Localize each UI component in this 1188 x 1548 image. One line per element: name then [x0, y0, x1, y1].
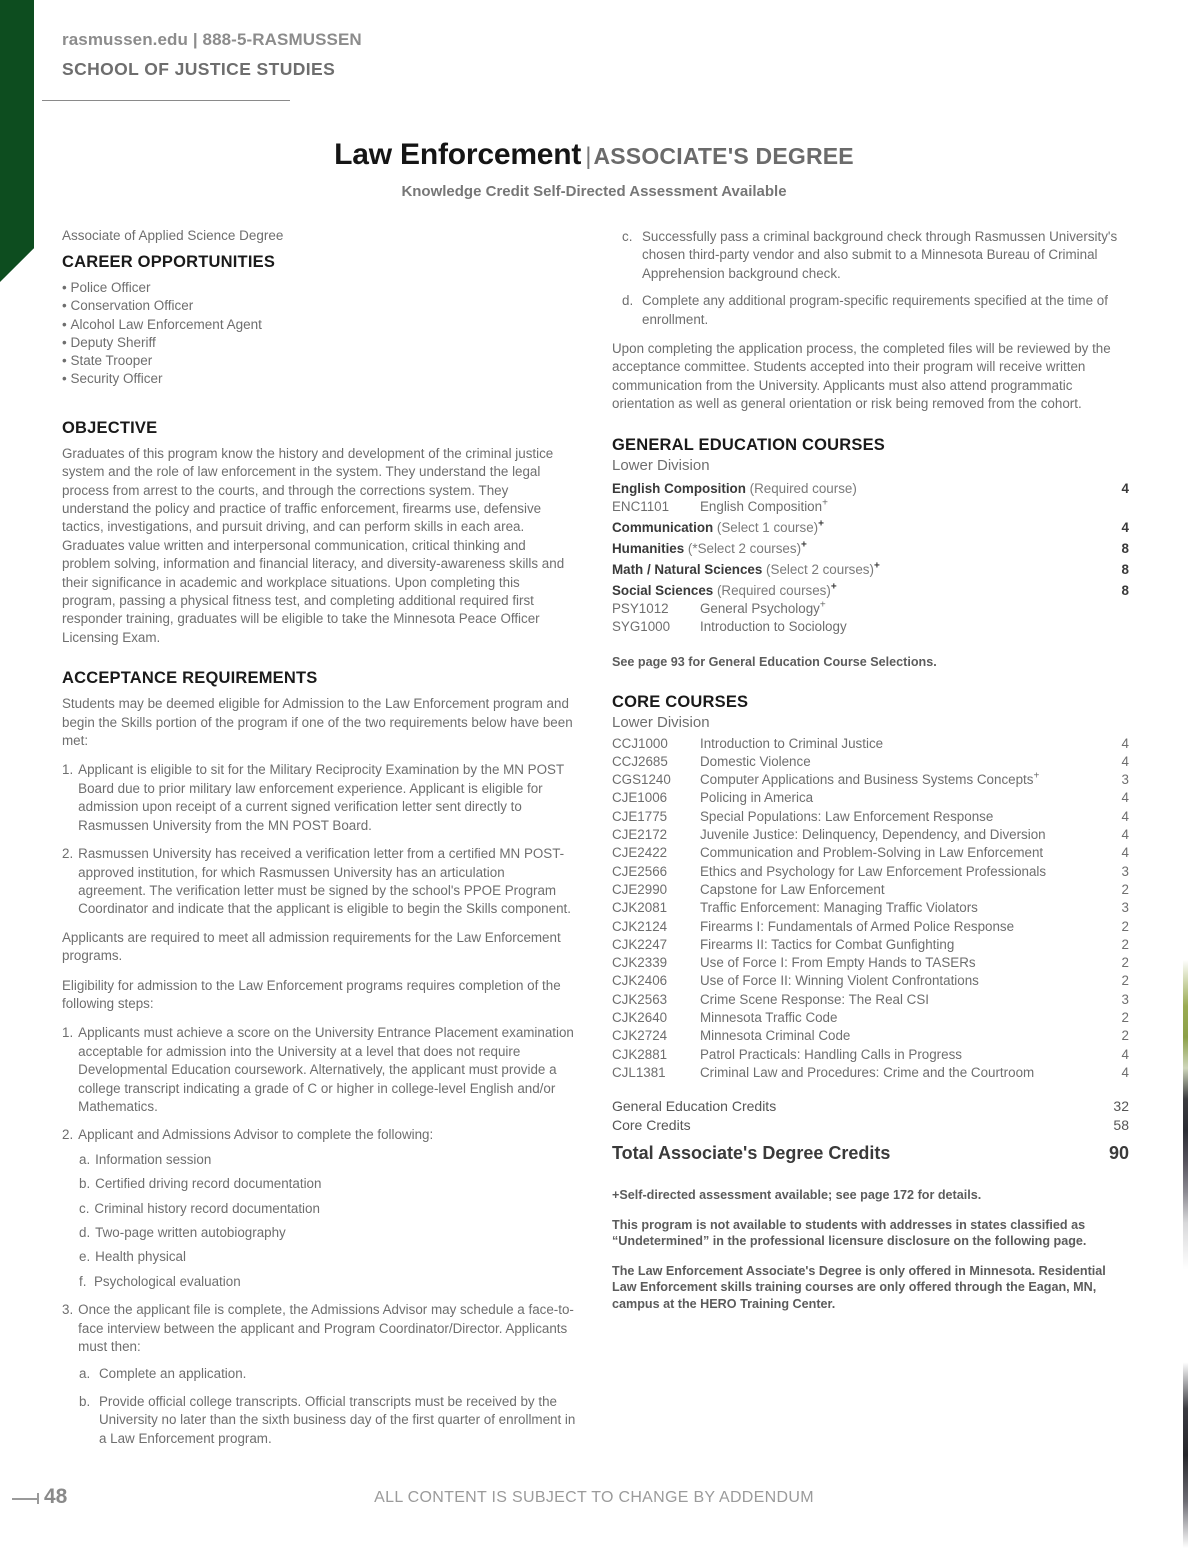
- course-name: General Psychology+: [700, 599, 826, 616]
- career-opportunities-heading: CAREER OPPORTUNITIES: [62, 253, 276, 271]
- footnote: The Law Enforcement Associate's Degree is only offered in Minnesota. Residential Law Enforcement skills training courses are only offered through the Eagan, MN, campus at the HERO Training Center.: [612, 1263, 1106, 1311]
- course-name: Patrol Practicals: Handling Calls in Progress: [700, 1046, 962, 1062]
- course-credits: 2: [1121, 918, 1129, 934]
- course-name: English Composition+: [700, 497, 828, 515]
- footnotes: [612, 1187, 1129, 1312]
- course-credits: [1095, 498, 1129, 516]
- course-code: CCJ2685: [612, 753, 668, 769]
- list-text: Provide official college transcripts. Official transcripts must be received by the University no later than the sixth business day of the first quarter of enrollment in a Law Enforcement program.: [99, 1393, 576, 1446]
- course-category-name: English Composition (Required course): [612, 481, 857, 497]
- list-text: Criminal history record documentation: [94, 1200, 320, 1216]
- total-credits-value: 90: [1108, 1143, 1129, 1164]
- list-marker: d.: [79, 1225, 91, 1240]
- table-row: [612, 600, 1129, 618]
- table-row: [612, 478, 1129, 499]
- table-row: [612, 954, 1129, 972]
- program-title: Law Enforcement: [334, 138, 582, 171]
- course-credits: 4: [1121, 735, 1129, 751]
- course-code: CJK2724: [612, 1028, 668, 1044]
- course-category-name: Humanities (*Select 2 courses)+: [612, 539, 807, 557]
- course-name: Firearms II: Tactics for Combat Gunfighting: [700, 936, 955, 952]
- core-credits-row: [612, 1116, 1129, 1135]
- table-row: [612, 498, 1129, 516]
- course-credits: 4: [1121, 481, 1129, 497]
- list-text: Complete any additional program-specific requirements specified at the time of enrollment.: [642, 293, 1108, 327]
- list-item: • State Trooper: [62, 352, 576, 370]
- course-code: SYG1000: [612, 619, 671, 635]
- gened-credits-row: [612, 1097, 1129, 1116]
- list-item: • Security Officer: [62, 370, 576, 388]
- table-row: [612, 753, 1129, 771]
- list-text: Health physical: [95, 1249, 186, 1265]
- list-marker: e.: [79, 1249, 91, 1265]
- gened-lower-division-label: Lower Division: [612, 456, 710, 474]
- page-number: 48: [44, 1485, 68, 1508]
- objective-text: Graduates of this program know the history and development of the criminal justice system and the role of law enforcement in the system. They understand the legal process from arrest to the courts, and through the corrections system. They understand the policy and practice of traffic enforcement, firearms use, defensive tactics, investigations, and pursuit driving, and can perform skills in each area. Graduates value written and interpersonal communication, critical thinking and problem solving, information and financial literacy, and diversity-awareness skills and their significance in academic and workplace situations. Upon completing this program, passing a physical fitness test, and completing additional required first responder training, graduates will be eligible to take the Minnesota Peace Officer Licensing Exam.: [62, 445, 565, 645]
- course-credits: 2: [1121, 1009, 1129, 1025]
- edge-photo-sliver: [1183, 0, 1188, 1548]
- admission-requirements-note: Applicants are required to meet all admission requirements for the Law Enforcement programs.: [62, 929, 561, 964]
- course-credits: 4: [1121, 1064, 1129, 1080]
- general-education-heading: GENERAL EDUCATION COURSES: [612, 435, 885, 454]
- course-code: CJE2990: [612, 881, 668, 897]
- course-name: Minnesota Criminal Code: [700, 1028, 851, 1044]
- course-name: Computer Applications and Business Systems Concepts+: [700, 770, 1040, 788]
- core-credits-value: 58: [1113, 1117, 1129, 1134]
- course-credits: 4: [1121, 520, 1129, 536]
- list-item: [79, 1365, 576, 1383]
- list-text: Complete an application.: [99, 1366, 247, 1382]
- header-divider: [42, 100, 290, 101]
- list-item: [79, 1151, 576, 1169]
- course-name: Firearms I: Fundamentals of Armed Police Response: [700, 918, 1015, 934]
- list-marker: a.: [79, 1151, 91, 1167]
- course-credits: 4: [1121, 845, 1129, 861]
- list-item: [622, 228, 1129, 283]
- course-code: CJE2172: [612, 827, 668, 843]
- course-credits: 8: [1121, 561, 1129, 577]
- table-row: [612, 538, 1129, 559]
- table-row: [612, 771, 1129, 789]
- core-courses-table: [612, 735, 1129, 1083]
- list-item: • Alcohol Law Enforcement Agent: [62, 316, 576, 334]
- course-credits: 3: [1121, 772, 1129, 788]
- list-marker: f.: [79, 1273, 87, 1289]
- list-item: [79, 1273, 576, 1291]
- list-text: Successfully pass a criminal background check through Rasmussen University's chosen third-party vendor and also submit to a Minnesota Bureau of Criminal Apprehension background check.: [642, 229, 1118, 281]
- list-marker: c.: [622, 229, 633, 244]
- table-row: [612, 808, 1129, 826]
- list-item: • Police Officer: [62, 279, 576, 297]
- table-row: [612, 936, 1129, 954]
- course-code: CJK2640: [612, 1009, 668, 1025]
- course-credits: [1095, 600, 1129, 618]
- total-credits-label: Total Associate's Degree Credits: [612, 1143, 891, 1164]
- course-code: CJK2406: [612, 973, 668, 989]
- page-title: [0, 138, 1188, 200]
- objective-heading: OBJECTIVE: [62, 418, 158, 437]
- see-page-note: See page 93 for General Education Course Selections.: [612, 654, 937, 669]
- career-opportunities-list: [62, 279, 576, 389]
- list-item: [79, 1224, 576, 1242]
- table-row: [612, 1009, 1129, 1027]
- course-credits: 4: [1121, 808, 1129, 824]
- course-credits: 4: [1121, 753, 1129, 769]
- course-name: Crime Scene Response: The Real CSI: [700, 991, 929, 1007]
- list-text: Applicants must achieve a score on the University Entrance Placement examination acceptable for admission into the University at a level that does not require Developmental Education coursework. Alternatively, the applicant must provide a college transcript indicating a grade of C or higher in college-level English and/or Mathematics.: [78, 1025, 574, 1114]
- list-text: Once the applicant file is complete, the Admissions Advisor may schedule a face-to-face interview between the applicant and Program Coordinator/Director. Applicants must then:: [78, 1302, 574, 1355]
- course-code: CCJ1000: [612, 735, 668, 751]
- general-education-table: [612, 478, 1129, 637]
- degree-type: ASSOCIATE'S DEGREE: [593, 143, 854, 169]
- table-row: [612, 899, 1129, 917]
- list-marker: 2.: [62, 1127, 74, 1143]
- left-column: [62, 228, 576, 1457]
- application-process-note: Upon completing the application process, the completed files will be reviewed by the acceptance committee. Students accepted into their program will receive written communication from the University. Applicants must also attend programmatic orientation as well as general orientation or risk being removed from the cohort.: [612, 341, 1111, 412]
- list-item: [622, 292, 1129, 329]
- list-marker: 3.: [62, 1302, 74, 1318]
- table-row: [612, 789, 1129, 807]
- list-item: [79, 1175, 576, 1193]
- acceptance-intro: Students may be deemed eligible for Admission to the Law Enforcement program and begin the Skills portion of the program if one of the two requirements below have been met:: [62, 696, 573, 749]
- list-marker: 2.: [62, 846, 74, 862]
- course-credits: 2: [1121, 973, 1129, 989]
- site-contact-line: rasmussen.edu | 888-5-RASMUSSEN: [62, 30, 362, 49]
- course-name: Capstone for Law Enforcement: [700, 881, 885, 897]
- course-code: CJE1775: [612, 808, 668, 824]
- table-row: [612, 991, 1129, 1009]
- table-row: [612, 1064, 1129, 1082]
- course-code: ENC1101: [612, 499, 670, 515]
- list-item: [79, 1248, 576, 1266]
- list-marker: b.: [79, 1393, 91, 1409]
- table-row: [612, 972, 1129, 990]
- course-name: Traffic Enforcement: Managing Traffic Violators: [700, 900, 978, 916]
- course-name: Introduction to Criminal Justice: [700, 735, 884, 751]
- footer-disclaimer: ALL CONTENT IS SUBJECT TO CHANGE BY ADDENDUM: [374, 1489, 814, 1506]
- list-item: [62, 1301, 576, 1356]
- list-marker: 1.: [62, 1025, 74, 1041]
- list-item: • Deputy Sheriff: [62, 334, 576, 352]
- course-credits: 2: [1121, 936, 1129, 952]
- gened-credits-value: 32: [1113, 1098, 1129, 1115]
- footnote: +Self-directed assessment available; see page 172 for details.: [612, 1188, 982, 1203]
- course-code: CJK2247: [612, 936, 668, 952]
- course-category-name: Communication (Select 1 course)+: [612, 518, 824, 536]
- course-category-name: Math / Natural Sciences (Select 2 courses)+: [612, 560, 880, 577]
- course-name: Minnesota Traffic Code: [700, 1009, 838, 1025]
- school-name: SCHOOL OF JUSTICE STUDIES: [62, 59, 336, 79]
- course-name: Introduction to Sociology: [700, 619, 847, 635]
- course-code: CJK2881: [612, 1046, 668, 1062]
- course-name: Ethics and Psychology for Law Enforcement Professionals: [700, 863, 1047, 879]
- course-credits: 2: [1121, 881, 1129, 897]
- right-column: [612, 228, 1129, 1325]
- course-code: CJE1006: [612, 790, 668, 806]
- gened-credits-label: General Education Credits: [612, 1098, 777, 1115]
- course-credits: 4: [1121, 827, 1129, 843]
- course-name: Special Populations: Law Enforcement Response: [700, 808, 994, 824]
- degree-line: Associate of Applied Science Degree: [62, 228, 284, 243]
- table-row: [612, 1046, 1129, 1064]
- list-item: [62, 761, 576, 835]
- course-category-name: Social Sciences (Required courses)+: [612, 581, 837, 598]
- eligibility-steps-intro: Eligibility for admission to the Law Enforcement programs requires completion of the following steps:: [62, 977, 561, 1011]
- course-code: CJE2422: [612, 845, 668, 861]
- course-credits: 2: [1121, 1028, 1129, 1044]
- table-row: [612, 735, 1129, 753]
- course-name: Juvenile Justice: Delinquency, Dependency, and Diversion: [700, 827, 1046, 843]
- course-code: CJK2081: [612, 900, 668, 916]
- list-marker: b.: [79, 1176, 91, 1192]
- table-row: [612, 1027, 1129, 1045]
- table-row: [612, 558, 1129, 579]
- list-item: • Conservation Officer: [62, 297, 576, 315]
- core-credits-label: Core Credits: [612, 1117, 691, 1134]
- list-text: Psychological evaluation: [94, 1273, 241, 1289]
- table-row: [612, 863, 1129, 881]
- course-credits: 3: [1121, 991, 1129, 1007]
- course-name: Use of Force I: From Empty Hands to TASERs: [700, 955, 976, 971]
- list-item: [62, 1024, 576, 1116]
- total-credits-row: [612, 1144, 1129, 1163]
- list-item: [62, 1126, 576, 1144]
- course-code: PSY1012: [612, 600, 669, 616]
- course-credits: [1095, 618, 1129, 636]
- course-credits: 3: [1121, 863, 1129, 879]
- course-credits: 3: [1121, 900, 1129, 916]
- course-code: CJL1381: [612, 1064, 666, 1080]
- list-text: Rasmussen University has received a verification letter from a certified MN POST-approved institution, for which Rasmussen University has an articulation agreement. The verification letter must be signed by the school's PPOE Program Coordinator and indicate that the applicant is eligible to begin the Skills component.: [78, 846, 571, 917]
- list-marker: d.: [622, 293, 634, 309]
- table-row: [612, 579, 1129, 600]
- course-credits: 4: [1121, 790, 1129, 806]
- course-name: Policing in America: [700, 790, 814, 806]
- list-marker: a.: [79, 1366, 91, 1382]
- core-lower-division-label: Lower Division: [612, 713, 710, 731]
- course-code: CJK2563: [612, 991, 668, 1007]
- list-text: Applicant and Admissions Advisor to complete the following:: [78, 1127, 434, 1143]
- table-row: [612, 826, 1129, 844]
- table-row: [612, 881, 1129, 899]
- core-courses-heading: CORE COURSES: [612, 692, 749, 711]
- table-row: [612, 517, 1129, 538]
- list-text: Two-page written autobiography: [95, 1225, 286, 1240]
- course-code: CJE2566: [612, 863, 668, 879]
- table-row: [612, 844, 1129, 862]
- page-header: [62, 30, 762, 80]
- page-subtitle: Knowledge Credit Self-Directed Assessment Available: [401, 183, 787, 200]
- list-item: [79, 1393, 576, 1448]
- table-row: [612, 618, 1129, 636]
- list-marker: 1.: [62, 762, 74, 778]
- list-text: Information session: [95, 1151, 212, 1167]
- course-name: Criminal Law and Procedures: Crime and the Courtroom: [700, 1064, 1035, 1080]
- course-credits: 4: [1121, 1046, 1129, 1062]
- list-item: [79, 1200, 576, 1218]
- footnote: This program is not available to students with addresses in states classified as “Undetermined” in the professional licensure disclosure on the following page.: [612, 1217, 1087, 1249]
- acceptance-requirements-heading: ACCEPTANCE REQUIREMENTS: [62, 669, 318, 688]
- course-credits: 8: [1121, 582, 1129, 598]
- course-code: CJK2124: [612, 918, 668, 934]
- credit-totals: [612, 1097, 1129, 1163]
- list-item: [62, 845, 576, 919]
- title-separator: |: [585, 143, 592, 170]
- list-text: Certified driving record documentation: [95, 1176, 322, 1192]
- list-text: Applicant is eligible to sit for the Military Reciprocity Examination by the MN POST Board due to prior military law enforcement experience. Applicant is eligible for admission upon receipt of a current signed verification letter sent directly to Rasmussen University from the MN POST Board.: [78, 762, 564, 833]
- course-name: Domestic Violence: [700, 753, 811, 769]
- course-code: CJK2339: [612, 955, 668, 971]
- course-code: CGS1240: [612, 772, 671, 788]
- list-marker: c.: [79, 1200, 90, 1216]
- course-credits: 8: [1121, 541, 1129, 557]
- course-credits: 2: [1121, 955, 1129, 971]
- course-name: Use of Force II: Winning Violent Confrontations: [700, 973, 979, 989]
- table-row: [612, 918, 1129, 936]
- course-name: Communication and Problem-Solving in Law Enforcement: [700, 845, 1044, 861]
